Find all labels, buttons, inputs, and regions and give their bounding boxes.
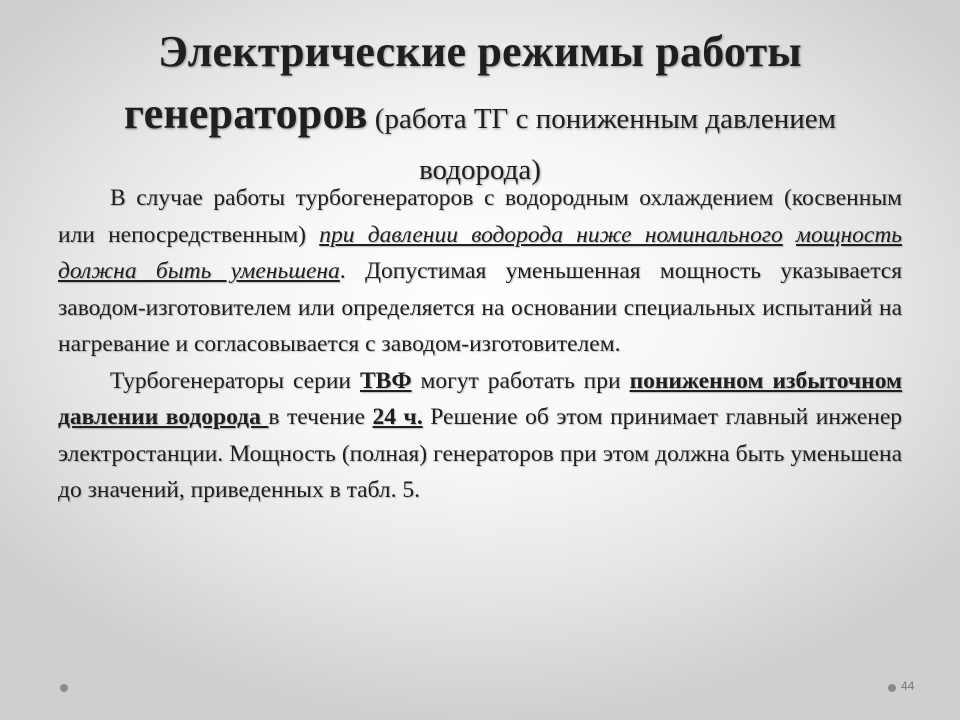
decorative-dot-right <box>888 684 896 692</box>
p1-text-a: В случае работы турбогенераторов с водородным охлаждением (косвенным или непосредственным) <box>58 185 902 248</box>
slide-title <box>60 26 900 190</box>
paragraph-2 <box>58 363 902 509</box>
title-line-2-bold: генераторов <box>124 89 368 138</box>
p2-text-b: могут работать при <box>411 367 630 394</box>
p2-text-a: Турбогенераторы серии <box>110 367 360 394</box>
page-number: 44 <box>901 679 915 693</box>
decorative-dot-left <box>60 684 68 692</box>
p1-text-c: . Допустимая уменьшенная мощность указывается заводом-изготовителем или определяется на основании специальных испытаний на нагревание и согласовывается с заводом-изготовителем. <box>58 258 902 357</box>
p2-emphasis-series: ТВФ <box>359 367 412 394</box>
slide-body <box>58 180 902 509</box>
p1-emphasis-power: мощность должна быть уменьшена <box>58 221 902 284</box>
p2-text-d: Решение об этом принимает главный инженер электростанции. Мощность (полная) генераторов при этом должна быть уменьшена до значений, приведенных в табл. 5. <box>58 404 903 503</box>
title-line-3-subtitle: водорода) <box>419 154 541 186</box>
p2-emphasis-pressure: пониженном избыточном давлении водорода <box>58 367 903 430</box>
p1-text-b <box>783 222 796 248</box>
paragraph-1 <box>58 180 902 363</box>
p1-emphasis-pressure: при давлении водорода ниже номинального <box>319 221 783 248</box>
p2-text-c: в течение <box>268 404 373 430</box>
title-line-2-subtitle: (работа ТГ с пониженным давлением <box>367 103 836 135</box>
p2-emphasis-duration: 24 ч. <box>372 404 423 430</box>
title-line-1: Электрические режимы работы <box>158 27 802 76</box>
